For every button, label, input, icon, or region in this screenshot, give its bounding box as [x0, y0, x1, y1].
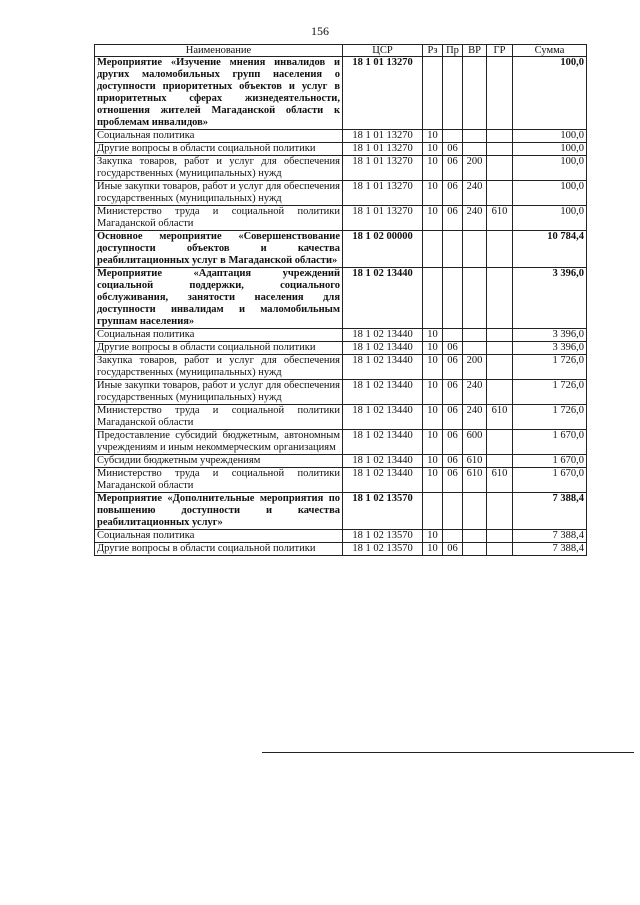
table-row	[95, 543, 587, 556]
row-code-cell: 18 1 02 13440	[343, 455, 423, 468]
table-body	[95, 57, 587, 556]
row-gr-cell	[487, 543, 513, 556]
row-sum-cell: 100,0	[513, 181, 587, 206]
row-pr-cell	[443, 130, 463, 143]
row-code-cell: 18 1 02 13440	[343, 329, 423, 342]
row-vr-cell: 240	[463, 405, 487, 430]
table-row	[95, 57, 587, 130]
row-sum-cell: 7 388,4	[513, 493, 587, 530]
row-sum-cell: 1 726,0	[513, 405, 587, 430]
table-row	[95, 380, 587, 405]
row-vr-cell: 610	[463, 455, 487, 468]
row-vr-cell: 610	[463, 468, 487, 493]
row-gr-cell	[487, 57, 513, 130]
row-vr-cell: 200	[463, 156, 487, 181]
row-name-cell: Иные закупки товаров, работ и услуг для обеспечения государственных (муниципальных) нужд	[95, 181, 343, 206]
row-rz-cell: 10	[423, 405, 443, 430]
row-name-cell: Мероприятие «Изучение мнения инвалидов и других маломобильных групп населения о доступности приоритетных объектов и услуг в приоритетных сферах жизнедеятельности, отношения жителей Магаданской области к проблемам инвалидов»	[95, 57, 343, 130]
row-sum-cell: 100,0	[513, 206, 587, 231]
row-name-cell: Социальная политика	[95, 130, 343, 143]
table-row	[95, 342, 587, 355]
row-pr-cell: 06	[443, 543, 463, 556]
row-name-cell: Другие вопросы в области социальной политики	[95, 342, 343, 355]
row-vr-cell	[463, 342, 487, 355]
row-pr-cell: 06	[443, 380, 463, 405]
row-rz-cell	[423, 268, 443, 329]
header-code: ЦСР	[343, 45, 423, 57]
row-sum-cell: 1 670,0	[513, 468, 587, 493]
row-vr-cell	[463, 493, 487, 530]
row-name-cell: Субсидии бюджетным учреждениям	[95, 455, 343, 468]
row-sum-cell: 100,0	[513, 57, 587, 130]
row-code-cell: 18 1 02 13440	[343, 468, 423, 493]
row-sum-cell: 7 388,4	[513, 543, 587, 556]
row-code-cell: 18 1 01 13270	[343, 57, 423, 130]
row-pr-cell	[443, 329, 463, 342]
row-gr-cell	[487, 530, 513, 543]
row-rz-cell: 10	[423, 156, 443, 181]
row-gr-cell	[487, 329, 513, 342]
row-code-cell: 18 1 01 13270	[343, 181, 423, 206]
row-gr-cell	[487, 455, 513, 468]
row-gr-cell	[487, 181, 513, 206]
table-row	[95, 493, 587, 530]
row-vr-cell	[463, 143, 487, 156]
row-name-cell: Министерство труда и социальной политики Магаданской области	[95, 405, 343, 430]
table-row	[95, 268, 587, 329]
row-rz-cell: 10	[423, 342, 443, 355]
row-rz-cell: 10	[423, 468, 443, 493]
row-rz-cell: 10	[423, 380, 443, 405]
row-name-cell: Другие вопросы в области социальной политики	[95, 143, 343, 156]
row-code-cell: 18 1 01 13270	[343, 206, 423, 231]
row-pr-cell: 06	[443, 156, 463, 181]
row-vr-cell	[463, 130, 487, 143]
table-row	[95, 355, 587, 380]
row-sum-cell: 100,0	[513, 143, 587, 156]
table-row	[95, 130, 587, 143]
row-pr-cell	[443, 530, 463, 543]
row-name-cell: Социальная политика	[95, 329, 343, 342]
row-rz-cell: 10	[423, 530, 443, 543]
header-vr: ВР	[463, 45, 487, 57]
row-sum-cell: 7 388,4	[513, 530, 587, 543]
row-vr-cell: 240	[463, 380, 487, 405]
row-code-cell: 18 1 02 13440	[343, 380, 423, 405]
row-pr-cell: 06	[443, 206, 463, 231]
row-code-cell: 18 1 02 13440	[343, 430, 423, 455]
row-name-cell: Министерство труда и социальной политики Магаданской области	[95, 206, 343, 231]
row-pr-cell: 06	[443, 355, 463, 380]
table-row	[95, 468, 587, 493]
row-sum-cell: 1 670,0	[513, 430, 587, 455]
row-code-cell: 18 1 02 13570	[343, 493, 423, 530]
row-name-cell: Социальная политика	[95, 530, 343, 543]
row-gr-cell	[487, 156, 513, 181]
row-name-cell: Предоставление субсидий бюджетным, автономным учреждениям и иным некоммерческим организациям	[95, 430, 343, 455]
row-pr-cell: 06	[443, 143, 463, 156]
row-code-cell: 18 1 01 13270	[343, 143, 423, 156]
row-rz-cell: 10	[423, 355, 443, 380]
row-vr-cell: 600	[463, 430, 487, 455]
row-sum-cell: 1 726,0	[513, 355, 587, 380]
row-rz-cell: 10	[423, 430, 443, 455]
table-row	[95, 430, 587, 455]
row-name-cell: Закупка товаров, работ и услуг для обеспечения государственных (муниципальных) нужд	[95, 156, 343, 181]
header-rz: Рз	[423, 45, 443, 57]
row-name-cell: Иные закупки товаров, работ и услуг для обеспечения государственных (муниципальных) нужд	[95, 380, 343, 405]
row-pr-cell	[443, 268, 463, 329]
row-gr-cell: 610	[487, 405, 513, 430]
row-gr-cell	[487, 430, 513, 455]
table-row	[95, 181, 587, 206]
row-pr-cell: 06	[443, 181, 463, 206]
row-name-cell: Закупка товаров, работ и услуг для обеспечения государственных (муниципальных) нужд	[95, 355, 343, 380]
row-rz-cell	[423, 231, 443, 268]
table-row	[95, 231, 587, 268]
row-gr-cell: 610	[487, 206, 513, 231]
row-gr-cell	[487, 355, 513, 380]
row-vr-cell	[463, 57, 487, 130]
table-row	[95, 329, 587, 342]
row-rz-cell: 10	[423, 543, 443, 556]
row-name-cell: Основное мероприятие «Совершенствование доступности объектов и качества реабилитационных услуг в Магаданской области»	[95, 231, 343, 268]
row-name-cell: Мероприятие «Адаптация учреждений социальной поддержки, социального обслуживания, занятости населения для доступности инвалидам и маломобильным группам населения»	[95, 268, 343, 329]
row-name-cell: Мероприятие «Дополнительные мероприятия по повышению доступности и качества реабилитационных услуг»	[95, 493, 343, 530]
row-gr-cell	[487, 231, 513, 268]
row-vr-cell	[463, 268, 487, 329]
row-sum-cell: 3 396,0	[513, 329, 587, 342]
row-pr-cell: 06	[443, 405, 463, 430]
row-sum-cell: 10 784,4	[513, 231, 587, 268]
row-vr-cell	[463, 231, 487, 268]
table-row	[95, 455, 587, 468]
row-code-cell: 18 1 02 00000	[343, 231, 423, 268]
row-pr-cell: 06	[443, 455, 463, 468]
row-code-cell: 18 1 01 13270	[343, 156, 423, 181]
row-name-cell: Министерство труда и социальной политики Магаданской области	[95, 468, 343, 493]
table-row	[95, 156, 587, 181]
row-gr-cell: 610	[487, 468, 513, 493]
row-rz-cell: 10	[423, 181, 443, 206]
table-row	[95, 405, 587, 430]
row-rz-cell: 10	[423, 455, 443, 468]
row-code-cell: 18 1 02 13440	[343, 405, 423, 430]
row-code-cell: 18 1 02 13570	[343, 543, 423, 556]
row-gr-cell	[487, 493, 513, 530]
row-vr-cell	[463, 329, 487, 342]
header-sum: Сумма	[513, 45, 587, 57]
row-name-cell: Другие вопросы в области социальной политики	[95, 543, 343, 556]
row-code-cell: 18 1 02 13440	[343, 268, 423, 329]
row-vr-cell	[463, 543, 487, 556]
row-pr-cell	[443, 231, 463, 268]
row-sum-cell: 100,0	[513, 156, 587, 181]
row-pr-cell	[443, 57, 463, 130]
header-gr: ГР	[487, 45, 513, 57]
row-vr-cell: 240	[463, 206, 487, 231]
table-header-row	[95, 45, 587, 57]
row-code-cell: 18 1 02 13440	[343, 342, 423, 355]
row-vr-cell: 200	[463, 355, 487, 380]
row-code-cell: 18 1 02 13570	[343, 530, 423, 543]
row-pr-cell: 06	[443, 468, 463, 493]
header-pr: Пр	[443, 45, 463, 57]
table-row	[95, 530, 587, 543]
row-gr-cell	[487, 268, 513, 329]
row-rz-cell: 10	[423, 329, 443, 342]
row-code-cell: 18 1 02 13440	[343, 355, 423, 380]
row-gr-cell	[487, 342, 513, 355]
row-rz-cell: 10	[423, 206, 443, 231]
row-sum-cell: 3 396,0	[513, 268, 587, 329]
table-row	[95, 206, 587, 231]
row-sum-cell: 3 396,0	[513, 342, 587, 355]
row-sum-cell: 1 670,0	[513, 455, 587, 468]
budget-table	[94, 44, 587, 556]
row-pr-cell: 06	[443, 430, 463, 455]
row-gr-cell	[487, 380, 513, 405]
row-sum-cell: 1 726,0	[513, 380, 587, 405]
table-row	[95, 143, 587, 156]
row-rz-cell	[423, 493, 443, 530]
row-sum-cell: 100,0	[513, 130, 587, 143]
row-pr-cell: 06	[443, 342, 463, 355]
row-vr-cell: 240	[463, 181, 487, 206]
row-gr-cell	[487, 130, 513, 143]
page-number: 156	[311, 24, 329, 38]
header-name: Наименование	[95, 45, 343, 57]
row-vr-cell	[463, 530, 487, 543]
row-rz-cell: 10	[423, 130, 443, 143]
row-code-cell: 18 1 01 13270	[343, 130, 423, 143]
footer-rule	[262, 752, 634, 753]
row-pr-cell	[443, 493, 463, 530]
row-gr-cell	[487, 143, 513, 156]
row-rz-cell	[423, 57, 443, 130]
row-rz-cell: 10	[423, 143, 443, 156]
